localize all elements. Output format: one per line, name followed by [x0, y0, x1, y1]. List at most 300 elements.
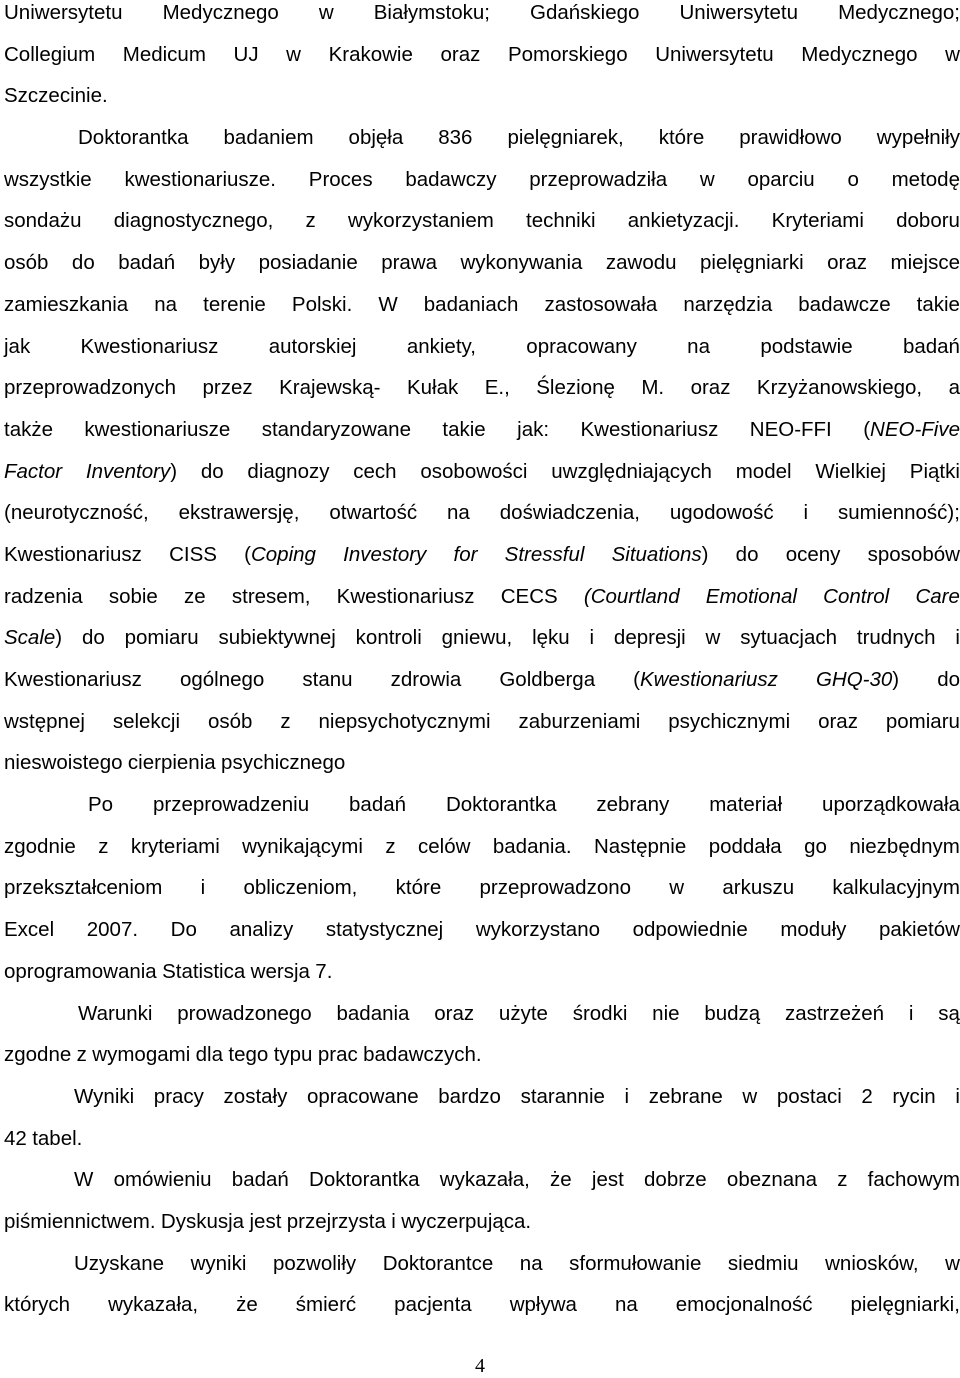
text: ankietyzacji.: [627, 209, 740, 233]
text: na: [519, 1251, 543, 1275]
word: [780, 917, 846, 942]
text-line: [4, 875, 960, 917]
text: kontroli: [355, 626, 422, 650]
word: [706, 625, 721, 650]
word: [915, 584, 959, 609]
text-line: [4, 1084, 960, 1126]
text: lęku: [532, 626, 570, 650]
word: [955, 1084, 960, 1109]
text: materiał: [709, 793, 783, 817]
text: sumienność);: [838, 501, 960, 525]
word: [700, 250, 804, 275]
word: [798, 292, 890, 317]
word: [4, 709, 85, 734]
text: cech: [353, 459, 397, 483]
text-line: [4, 250, 960, 292]
text: Po: [88, 793, 114, 817]
text: Do: [170, 918, 197, 942]
text: stanu: [302, 668, 353, 691]
word: [315, 959, 332, 984]
text-line: [4, 1126, 960, 1168]
text: że: [550, 1168, 572, 1192]
text: prac: [317, 1043, 358, 1067]
word: [123, 42, 206, 67]
word: [849, 834, 960, 859]
text-line: [4, 125, 960, 167]
text: autorskiej: [268, 334, 357, 358]
word: [349, 125, 404, 150]
text: uwzględniających: [551, 459, 712, 483]
word: [438, 125, 472, 150]
text: diagnozy: [247, 459, 330, 483]
text: wyczerpująca.: [401, 1209, 532, 1233]
word: [777, 1084, 842, 1109]
word: [670, 500, 774, 525]
text: badawcze: [798, 292, 891, 316]
text: wymogami: [92, 1043, 191, 1067]
text: Dyskusja: [160, 1209, 245, 1233]
text: model: [735, 459, 792, 483]
text: badań: [902, 334, 960, 358]
text: arkuszu: [722, 876, 795, 900]
text: i: [803, 501, 809, 525]
word: [801, 42, 917, 67]
text-line: [4, 375, 960, 417]
text: miejsce: [890, 251, 960, 275]
word: [319, 0, 334, 25]
text: dla: [195, 1043, 224, 1067]
text: pozwoliły: [272, 1251, 357, 1275]
text: na: [447, 501, 470, 525]
italic-text: Care: [915, 584, 960, 608]
word: [131, 834, 220, 859]
text: do: [71, 251, 95, 275]
text: radzenia: [4, 584, 83, 608]
word: [4, 750, 123, 775]
word: [353, 459, 396, 484]
body-text: [4, 0, 960, 1334]
text: do: [937, 668, 960, 691]
text: w: [742, 1084, 758, 1108]
word: [84, 417, 230, 442]
word: [580, 417, 718, 442]
text: Kryteriami: [771, 209, 864, 233]
word: [279, 375, 380, 400]
text: Piątki: [909, 459, 960, 483]
word: [125, 625, 199, 650]
text: badań: [349, 793, 407, 817]
word: [4, 83, 108, 108]
text: Kułak: [406, 376, 459, 400]
word: [532, 625, 570, 650]
text: zebrany: [596, 793, 670, 817]
word: [309, 167, 373, 192]
text: go: [804, 834, 827, 858]
text: pacjenta: [394, 1293, 472, 1317]
text: i: [955, 1084, 960, 1108]
word: [815, 459, 886, 484]
word: [394, 1292, 472, 1317]
word: [98, 834, 108, 859]
text: przejrzysta: [286, 1209, 386, 1233]
text: pomiaru: [124, 626, 199, 650]
word: [329, 500, 417, 525]
text: M.: [641, 376, 665, 400]
text: cierpienia: [127, 751, 216, 775]
word: [118, 250, 175, 275]
word: [903, 334, 960, 359]
word: [348, 208, 494, 233]
word: [349, 792, 406, 817]
text: z: [305, 209, 316, 233]
word: [337, 584, 475, 609]
word: [302, 667, 352, 692]
text: sposobów: [867, 542, 960, 566]
word: [424, 292, 519, 317]
word: [86, 459, 177, 484]
text: i: [589, 626, 595, 650]
word: [4, 667, 142, 692]
word: [154, 292, 177, 317]
word: [596, 792, 669, 817]
word: [750, 417, 832, 442]
word: [736, 459, 792, 484]
text: 7.: [315, 959, 333, 983]
word: [128, 750, 216, 775]
word: [877, 125, 960, 150]
word: [772, 208, 864, 233]
word: [356, 625, 422, 650]
text: opracowane: [306, 1084, 419, 1108]
text: niezbędnym: [849, 834, 960, 858]
word: [606, 250, 677, 275]
word: [161, 1209, 244, 1234]
text: Białymstoku;: [373, 1, 490, 24]
text: kryteriami: [130, 834, 220, 858]
word: [816, 667, 899, 692]
word: [4, 0, 123, 25]
text: ugodowość: [669, 501, 774, 525]
word: [892, 1084, 935, 1109]
word: [269, 334, 357, 359]
word: [78, 1001, 152, 1026]
text: piśmiennictwem.: [4, 1209, 156, 1233]
word: [757, 375, 922, 400]
word: [500, 500, 640, 525]
text: zaburzeniami: [518, 709, 641, 733]
word: [485, 375, 510, 400]
text: Wielkiej: [815, 459, 886, 483]
word: [244, 542, 316, 567]
word: [442, 625, 513, 650]
word: [742, 1084, 757, 1109]
word: [501, 584, 558, 609]
text: wykorzystano: [475, 918, 600, 942]
text: siedmiu: [727, 1251, 799, 1275]
word: [363, 1042, 482, 1067]
word: [440, 42, 480, 67]
word: [208, 709, 252, 734]
text: 2007.: [86, 918, 139, 942]
word: [4, 208, 82, 233]
text: pracy: [153, 1084, 204, 1108]
word: [262, 417, 411, 442]
word: [728, 1251, 799, 1276]
text: oraz: [690, 376, 731, 400]
word: [74, 1251, 164, 1276]
word: [633, 917, 748, 942]
word: [669, 875, 684, 900]
text: Kwestionariusz: [580, 417, 719, 441]
text: o: [847, 167, 859, 191]
text: oprogramowania: [4, 959, 157, 983]
word: [818, 709, 858, 734]
word: [838, 500, 960, 525]
text: w: [669, 876, 685, 900]
word: [232, 1167, 289, 1192]
text: tabel.: [32, 1126, 83, 1150]
word: [232, 584, 311, 609]
text: prowadzonego: [177, 1001, 312, 1025]
text: 42: [4, 1126, 27, 1150]
text: depresji: [613, 626, 686, 650]
text: które: [395, 876, 442, 900]
text-line: [4, 750, 960, 792]
word: [307, 1084, 419, 1109]
word: [520, 1251, 543, 1276]
word: [955, 625, 960, 650]
text: Uniwersytetu: [4, 1, 123, 24]
text: W: [378, 292, 398, 316]
text: (: [863, 417, 871, 441]
word: [4, 1292, 70, 1317]
text: techniki: [526, 209, 596, 233]
text: typu: [273, 1043, 313, 1067]
word: [868, 1167, 960, 1192]
word: [74, 1167, 93, 1192]
word: [825, 1251, 918, 1276]
text: analizy: [229, 918, 294, 942]
text-line: [4, 1167, 960, 1209]
word: [407, 334, 476, 359]
word: [274, 1042, 313, 1067]
word: [224, 125, 314, 150]
word: [510, 1292, 577, 1317]
text: osób: [207, 709, 253, 733]
word: [722, 875, 794, 900]
word: [529, 167, 667, 192]
italic-text: (Courtland: [583, 584, 680, 608]
word: [87, 917, 138, 942]
word: [938, 1001, 960, 1026]
word: [668, 709, 790, 734]
text: jest: [591, 1168, 624, 1192]
word: [4, 542, 142, 567]
word: [383, 1251, 494, 1276]
text-line: [4, 1001, 960, 1043]
text: zawodu: [605, 251, 677, 275]
word: [892, 167, 960, 192]
word: [633, 667, 778, 692]
word: [508, 42, 628, 67]
text: które: [658, 126, 705, 150]
text: sformułowanie: [569, 1251, 702, 1275]
text: emocjonalność: [675, 1293, 813, 1317]
text: doświadczenia,: [499, 501, 640, 525]
text: i: [955, 626, 960, 650]
italic-text: Coping: [250, 542, 316, 566]
word: [4, 417, 53, 442]
word: [163, 0, 279, 25]
text: standaryzowane: [261, 417, 411, 441]
word: [786, 542, 841, 567]
text: sondażu: [4, 209, 82, 233]
text: Szczecinie.: [4, 84, 108, 108]
word: [687, 334, 710, 359]
word: [896, 208, 960, 233]
text: pielęgniarki: [700, 251, 804, 275]
text: w: [705, 626, 721, 650]
text: Kwestionariusz: [80, 334, 219, 358]
text: Uzyskane: [74, 1251, 165, 1275]
text: oraz: [440, 42, 481, 66]
text: badawczych.: [363, 1043, 482, 1067]
text: zamieszkania: [4, 292, 129, 316]
word: [536, 375, 615, 400]
word: [4, 459, 62, 484]
text: ): [892, 668, 900, 691]
text: obliczeniom,: [243, 876, 358, 900]
text: wykorzystaniem: [347, 209, 494, 233]
italic-text: Emotional: [705, 584, 797, 608]
word: [857, 625, 936, 650]
word: [683, 292, 772, 317]
word: [700, 167, 715, 192]
word: [804, 834, 827, 859]
word: [530, 0, 639, 25]
text-line: [4, 459, 960, 501]
text: Krakowie: [328, 42, 413, 66]
text-line: [4, 584, 960, 626]
text-line: [4, 417, 960, 459]
word: [507, 125, 623, 150]
word: [4, 334, 30, 359]
text: Kwestionariusz: [4, 542, 142, 566]
text: Medycznego: [801, 42, 918, 66]
word: [550, 1167, 572, 1192]
word: [736, 542, 759, 567]
word: [191, 1251, 247, 1276]
word: [590, 625, 595, 650]
word: [434, 1001, 474, 1026]
text: rycin: [892, 1084, 936, 1108]
text: Uniwersytetu: [679, 1, 798, 24]
text: Proces: [308, 167, 373, 191]
italic-text: for: [453, 542, 478, 566]
word: [847, 167, 858, 192]
italic-text: Stressful: [504, 542, 585, 566]
text: wykonywania: [460, 251, 583, 275]
word: [109, 584, 158, 609]
text: Wyniki: [74, 1084, 135, 1108]
word: [493, 834, 572, 859]
text: zebrane: [648, 1084, 723, 1108]
word: [179, 500, 300, 525]
word: [517, 417, 549, 442]
word: [594, 834, 686, 859]
word: [154, 1084, 204, 1109]
text: z: [837, 1168, 848, 1192]
word: [949, 375, 960, 400]
text: jak:: [517, 417, 550, 441]
text: NEO-FFI: [749, 417, 832, 441]
word: [822, 792, 960, 817]
text: takie: [442, 417, 486, 441]
word: [203, 292, 266, 317]
text: osobowości: [420, 459, 528, 483]
text: wynikającymi: [242, 834, 363, 858]
text: Excel: [4, 918, 55, 942]
word: [337, 1001, 410, 1026]
text: w: [699, 167, 715, 191]
word: [760, 334, 852, 359]
word: [4, 167, 92, 192]
text: Następnie: [593, 834, 687, 858]
text: przekształceniom: [4, 876, 163, 900]
word: [612, 542, 709, 567]
text: środki: [572, 1001, 628, 1025]
text: w: [286, 42, 301, 66]
text-line: [4, 667, 960, 709]
text: otwartość: [329, 501, 418, 525]
word: [440, 1167, 530, 1192]
text: jak: [4, 334, 31, 358]
word: [396, 875, 442, 900]
text: badaniem: [223, 126, 314, 150]
text: zastrzeżeń: [784, 1001, 885, 1025]
word: [243, 875, 357, 900]
text: Krzyżanowskiego,: [756, 376, 923, 400]
text: (: [633, 668, 640, 691]
text: i: [200, 876, 206, 900]
word: [709, 834, 782, 859]
word: [4, 375, 176, 400]
text: E.,: [484, 376, 510, 400]
text: wyniki: [190, 1251, 247, 1275]
text: badawczy: [405, 167, 497, 191]
text: badania: [336, 1001, 410, 1025]
word: [910, 459, 960, 484]
text: ): [55, 626, 63, 650]
text: Gdańskiego: [530, 1, 640, 24]
text: ze: [184, 584, 206, 608]
word: [652, 1001, 679, 1026]
word: [868, 542, 960, 567]
word: [479, 875, 631, 900]
text: pakietów: [879, 918, 960, 942]
word: [644, 1167, 707, 1192]
word: [909, 1001, 914, 1026]
italic-text: GHQ-30: [815, 668, 893, 691]
word: [391, 1209, 396, 1234]
word: [4, 584, 83, 609]
text: na: [687, 334, 710, 358]
text: wersja: [250, 959, 310, 983]
word: [544, 292, 657, 317]
word: [886, 709, 960, 734]
text: przeprowadziła: [529, 167, 668, 191]
text: wszystkie: [4, 167, 92, 191]
